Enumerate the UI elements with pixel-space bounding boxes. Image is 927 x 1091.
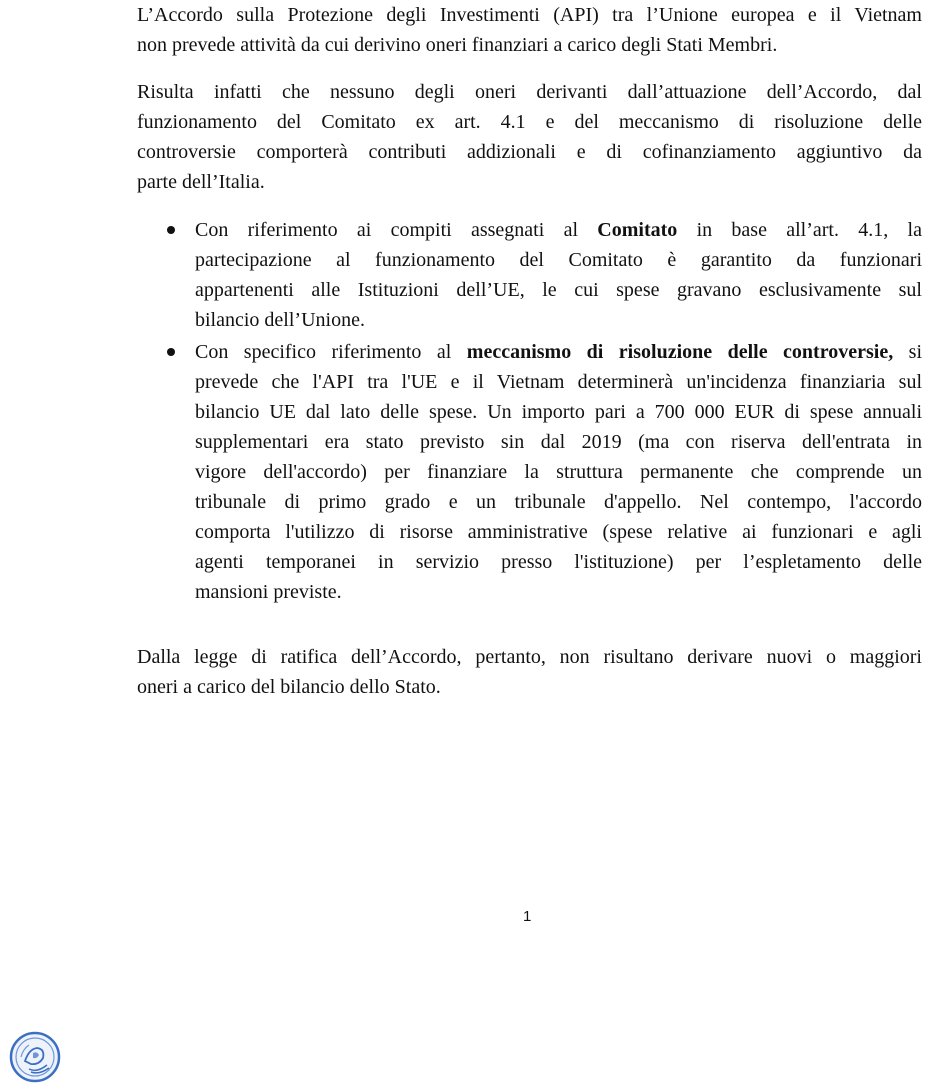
text-segment: si	[893, 341, 922, 363]
text-line: prevede che l'API tra l'UE e il Vietnam determinerà un'incidenza finanziaria sul	[195, 371, 922, 393]
text-line: appartenenti alle Istituzioni dell’UE, le cui spese gravano esclusivamente sul	[195, 279, 922, 301]
text-line	[195, 337, 922, 367]
text-line: funzionamento del Comitato ex art. 4.1 e del meccanismo di risoluzione delle	[137, 111, 922, 133]
bold-term: Comitato	[597, 219, 678, 241]
text-line: bilancio dell’Unione.	[195, 309, 365, 331]
text-line: L’Accordo sulla Protezione degli Investimenti (API) tra l’Unione europea e il Vietnam	[137, 4, 922, 26]
text-line: tribunale di primo grado e un tribunale d'appello. Nel contempo, l'accordo	[195, 491, 922, 513]
text-segment: Con specifico riferimento al	[195, 341, 467, 363]
text-line: mansioni previste.	[195, 581, 342, 603]
bold-term: meccanismo di risoluzione delle controversie,	[466, 341, 894, 363]
text-line: vigore dell'accordo) per finanziare la struttura permanente che comprende un	[195, 461, 922, 483]
bullet-icon	[167, 226, 175, 234]
text-line: parte dell’Italia.	[137, 171, 265, 193]
text-segment: in base all’art. 4.1, la	[677, 219, 922, 241]
bullet-icon	[167, 348, 175, 356]
text-line: Risulta infatti che nessuno degli oneri derivanti dall’attuazione dell’Accordo, dal	[137, 81, 922, 103]
text-line: bilancio UE dal lato delle spese. Un importo pari a 700 000 EUR di spese annuali	[195, 401, 922, 423]
text-line: oneri a carico del bilancio dello Stato.	[137, 676, 441, 698]
text-line: comporta l'utilizzo di risorse amministrative (spese relative ai funzionari e agli	[195, 521, 922, 543]
page-number: 1	[523, 908, 532, 925]
text-line: supplementari era stato previsto sin dal 2019 (ma con riserva dell'entrata in	[195, 431, 922, 453]
text-line: Dalla legge di ratifica dell’Accordo, pertanto, non risultano derivare nuovi o maggiori	[137, 646, 922, 668]
text-line: non prevede attività da cui derivino oneri finanziari a carico degli Stati Membri.	[137, 34, 778, 56]
text-line: controversie comporterà contributi addizionali e di cofinanziamento aggiuntivo da	[137, 141, 922, 163]
text-segment: Con riferimento ai compiti assegnati al	[195, 219, 598, 241]
text-line: partecipazione al funzionamento del Comitato è garantito da funzionari	[195, 249, 922, 271]
seal-logo-icon	[9, 1031, 61, 1083]
text-line: agenti temporanei in servizio presso l'istituzione) per l’espletamento delle	[195, 551, 922, 573]
text-line	[195, 215, 922, 245]
